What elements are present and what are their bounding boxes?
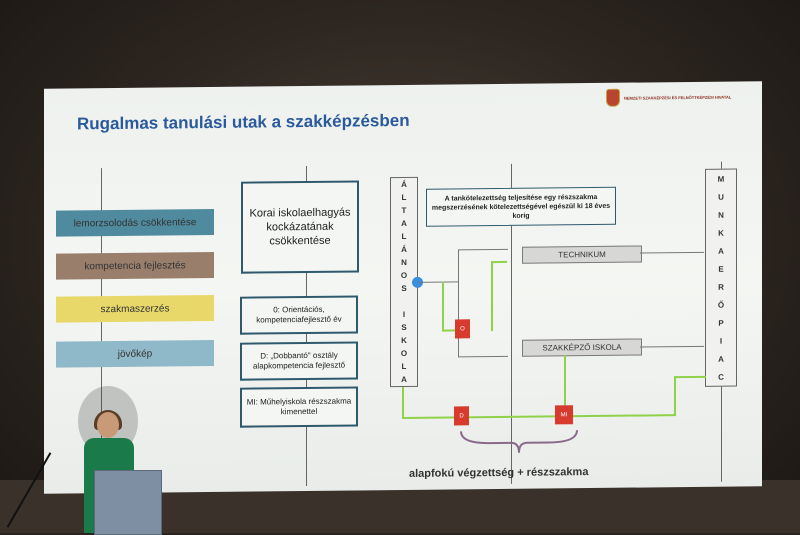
red-marker-o: O bbox=[455, 319, 470, 338]
red-marker-d: D bbox=[454, 406, 469, 425]
goal-pill: kompetencia fejlesztés bbox=[56, 252, 214, 280]
vertical-letter: N bbox=[401, 257, 407, 268]
green-path bbox=[564, 355, 566, 405]
connector-line bbox=[640, 252, 704, 254]
vertical-letter: L bbox=[401, 231, 407, 242]
vertical-letter: U bbox=[718, 192, 724, 202]
green-path bbox=[442, 282, 444, 330]
red-marker-mi: MI bbox=[555, 405, 573, 424]
vertical-letter: L bbox=[401, 361, 407, 372]
goal-pill: jövőkép bbox=[56, 340, 214, 368]
presenter-head bbox=[97, 412, 119, 438]
lectern bbox=[94, 470, 162, 535]
connector-line bbox=[418, 281, 458, 282]
vertical-letter: R bbox=[718, 282, 724, 292]
vertical-letter: N bbox=[718, 210, 724, 220]
connector-line bbox=[640, 346, 704, 348]
green-path bbox=[491, 261, 493, 331]
vertical-letter: O bbox=[400, 270, 408, 281]
bracket-icon bbox=[459, 428, 579, 455]
vertical-letter: I bbox=[402, 309, 406, 320]
vertical-letter: M bbox=[717, 174, 725, 184]
vertical-letter: K bbox=[718, 228, 724, 238]
vertical-letter: C bbox=[718, 372, 724, 382]
vertical-letter: A bbox=[718, 354, 724, 364]
vertical-letter: Á bbox=[401, 179, 407, 190]
green-path bbox=[402, 414, 674, 419]
green-path bbox=[491, 261, 507, 263]
vertical-letter: O bbox=[400, 348, 408, 359]
connector-line bbox=[458, 356, 508, 358]
vertical-letter: S bbox=[401, 322, 407, 333]
vertical-letter: A bbox=[718, 246, 724, 256]
slide-title: Rugalmas tanulási utak a szakképzésben bbox=[77, 110, 410, 134]
green-path bbox=[674, 376, 676, 416]
vertical-letter: Á bbox=[401, 244, 407, 255]
vertical-letter: T bbox=[401, 205, 407, 216]
program-box-orientation: 0: Orientációs, kompetenciafejlesztő év bbox=[240, 295, 358, 334]
connector-line bbox=[458, 249, 508, 251]
vertical-letter bbox=[403, 297, 405, 306]
program-box-dobbanto: D: „Dobbantó" osztály alapkompetencia fejlesztő bbox=[240, 341, 358, 380]
projection-screen bbox=[44, 81, 762, 494]
connector-line bbox=[458, 249, 459, 357]
vertical-letter: S bbox=[401, 283, 407, 294]
vertical-letter: I bbox=[719, 336, 723, 346]
compulsory-education-note: A tankötelezettség teljesítése egy részszakma megszerzésének kötelezettségével egészül ki 18 éves korig bbox=[426, 187, 616, 227]
crest-icon bbox=[606, 89, 620, 107]
green-path bbox=[402, 387, 404, 419]
technikum-box: TECHNIKUM bbox=[522, 245, 642, 263]
vertical-letter: Ő bbox=[717, 300, 725, 310]
logo-text: NEMZETI SZAKKÉPZÉSI ÉS FELNŐTTKÉPZÉSI HIVATAL bbox=[624, 94, 732, 101]
program-box-muhelyiskola: MI: Műhelyiskola részszakma kimenettel bbox=[240, 386, 358, 427]
vertical-letter: A bbox=[401, 374, 407, 385]
vertical-letter: L bbox=[401, 192, 407, 203]
goal-pill: szakmaszerzés bbox=[56, 295, 214, 323]
goal-pill: lemorzsolodás csökkentése bbox=[56, 209, 214, 237]
diagram-footer: alapfokú végzettség + részszakma bbox=[409, 466, 589, 480]
vertical-letter: A bbox=[401, 218, 407, 229]
vertical-letter: K bbox=[401, 335, 407, 346]
vertical-letter: P bbox=[718, 318, 724, 328]
vertical-letter: E bbox=[718, 264, 724, 274]
early-leaving-box: Korai iskolaelhagyás kockázatának csökkentése bbox=[241, 180, 359, 273]
labour-market-bar bbox=[705, 169, 737, 387]
vocational-school-box: SZAKKÉPZŐ ISKOLA bbox=[522, 338, 642, 356]
green-path bbox=[674, 376, 706, 378]
institution-logo bbox=[606, 87, 744, 106]
